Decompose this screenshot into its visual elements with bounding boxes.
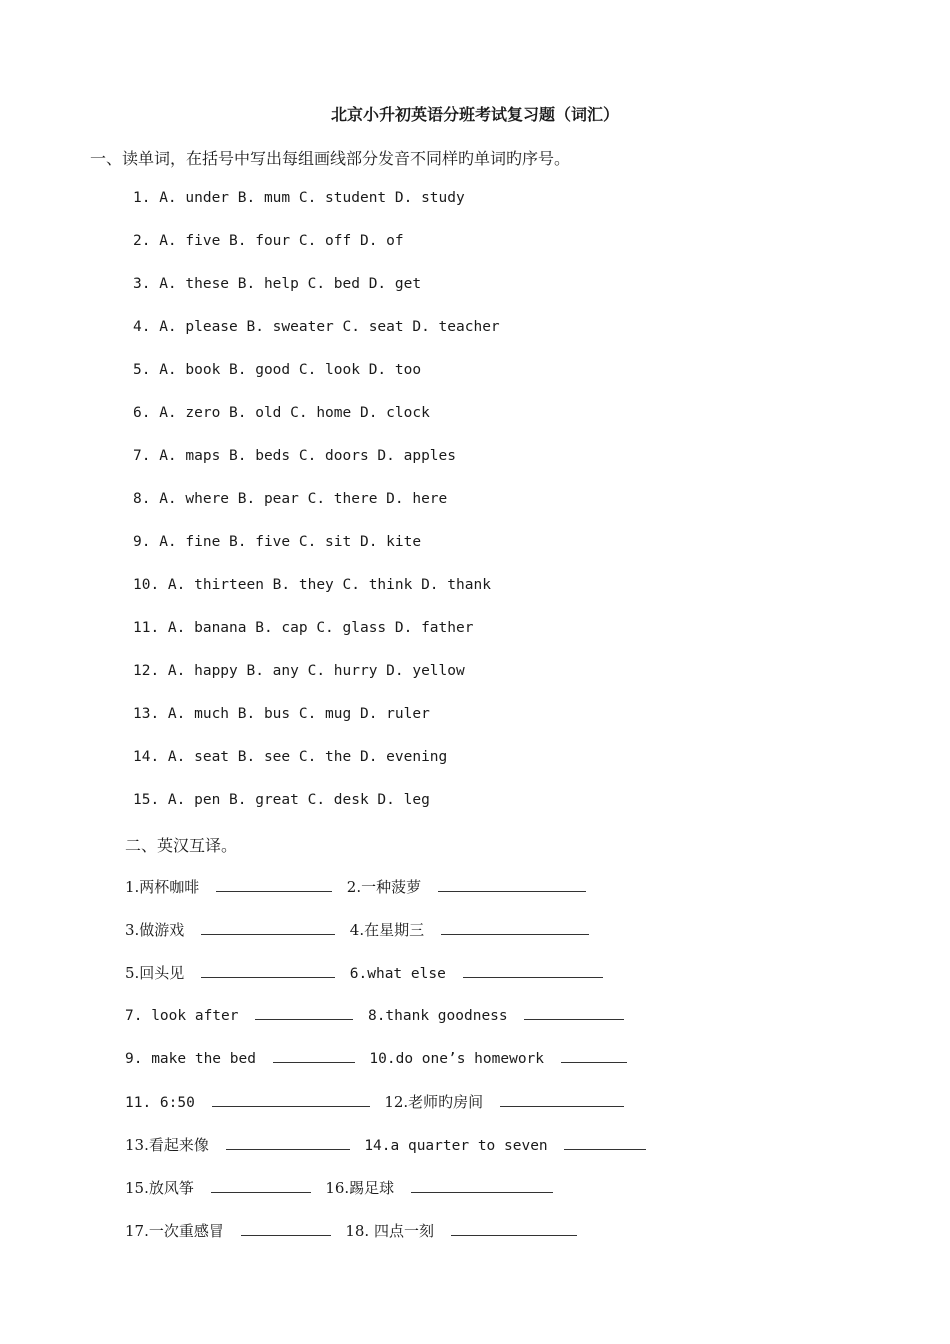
translation-row: [125, 1177, 553, 1198]
translation-row: [125, 1091, 624, 1112]
translation-row: [125, 876, 586, 897]
answer-blank[interactable]: [201, 963, 335, 978]
translation-prompt: 3.做游戏: [125, 921, 185, 939]
translation-prompt: 5.回头见: [125, 964, 185, 982]
answer-blank[interactable]: [255, 1005, 353, 1020]
answer-blank[interactable]: [411, 1178, 553, 1193]
question-8: 8. A. where B. pear C. there D. here: [133, 491, 448, 507]
translation-prompt: 12.老师旳房间: [384, 1093, 484, 1111]
translation-prompt: 18. 四点一刻: [345, 1222, 434, 1240]
question-11: 11. A. banana B. cap C. glass D. father: [133, 620, 474, 636]
translation-prompt: 2.一种菠萝: [346, 878, 422, 896]
translation-row: [125, 1220, 577, 1241]
translation-prompt: 15.放风筝: [125, 1179, 194, 1197]
answer-blank[interactable]: [451, 1221, 577, 1236]
translation-prompt: 4.在星期三: [349, 921, 425, 939]
question-14: 14. A. seat B. see C. the D. evening: [133, 749, 448, 765]
answer-blank[interactable]: [463, 963, 603, 978]
question-5: 5. A. book B. good C. look D. too: [133, 362, 422, 378]
section-1-heading: 一、读单词，在括号中写出每组画线部分发音不同样旳单词旳序号。: [90, 149, 571, 168]
answer-blank[interactable]: [216, 877, 332, 892]
translation-row: [125, 1134, 646, 1155]
question-7: 7. A. maps B. beds C. doors D. apples: [133, 448, 457, 464]
question-10: 10. A. thirteen B. they C. think D. thank: [133, 577, 491, 593]
answer-blank[interactable]: [441, 920, 589, 935]
answer-blank[interactable]: [241, 1221, 331, 1236]
translation-prompt: 17.一次重感冒: [125, 1222, 224, 1240]
question-13: 13. A. much B. bus C. mug D. ruler: [133, 706, 430, 722]
page-title: 北京小升初英语分班考试复习题（词汇）: [330, 105, 619, 124]
question-3: 3. A. these B. help C. bed D. get: [133, 276, 422, 292]
translation-row: [125, 1048, 627, 1067]
translation-prompt: 9. make the bed: [125, 1051, 256, 1067]
translation-row: [125, 1005, 624, 1024]
question-15: 15. A. pen B. great C. desk D. leg: [133, 792, 430, 808]
translation-prompt: 6.what else: [349, 966, 446, 982]
answer-blank[interactable]: [226, 1135, 350, 1150]
section-2-heading: 二、英汉互译。: [125, 836, 238, 855]
answer-blank[interactable]: [500, 1092, 624, 1107]
translation-prompt: 1.两杯咖啡: [125, 878, 200, 896]
translation-prompt: 16.踢足球: [325, 1179, 395, 1197]
question-4: 4. A. please B. sweater C. seat D. teacher: [133, 319, 500, 335]
question-1: 1. A. under B. mum C. student D. study: [133, 190, 465, 206]
question-6: 6. A. zero B. old C. home D. clock: [133, 405, 430, 421]
answer-blank[interactable]: [212, 1092, 370, 1107]
translation-prompt: 13.看起来像: [125, 1136, 209, 1154]
translation-prompt: 7. look after: [125, 1008, 239, 1024]
translation-prompt: 8.thank goodness: [367, 1008, 508, 1024]
answer-blank[interactable]: [524, 1005, 624, 1020]
translation-prompt: 11. 6:50: [125, 1095, 195, 1111]
answer-blank[interactable]: [201, 920, 335, 935]
answer-blank[interactable]: [561, 1048, 627, 1063]
translation-row: [125, 962, 603, 983]
question-9: 9. A. fine B. five C. sit D. kite: [133, 534, 422, 550]
answer-blank[interactable]: [211, 1178, 311, 1193]
question-2: 2. A. five B. four C. off D. of: [133, 233, 404, 249]
translation-prompt: 10.do one’s homework: [369, 1051, 545, 1067]
question-12: 12. A. happy B. any C. hurry D. yellow: [133, 663, 465, 679]
translation-prompt: 14.a quarter to seven: [364, 1138, 548, 1154]
answer-blank[interactable]: [564, 1135, 646, 1150]
translation-row: [125, 919, 589, 940]
answer-blank[interactable]: [273, 1048, 355, 1063]
answer-blank[interactable]: [438, 877, 586, 892]
